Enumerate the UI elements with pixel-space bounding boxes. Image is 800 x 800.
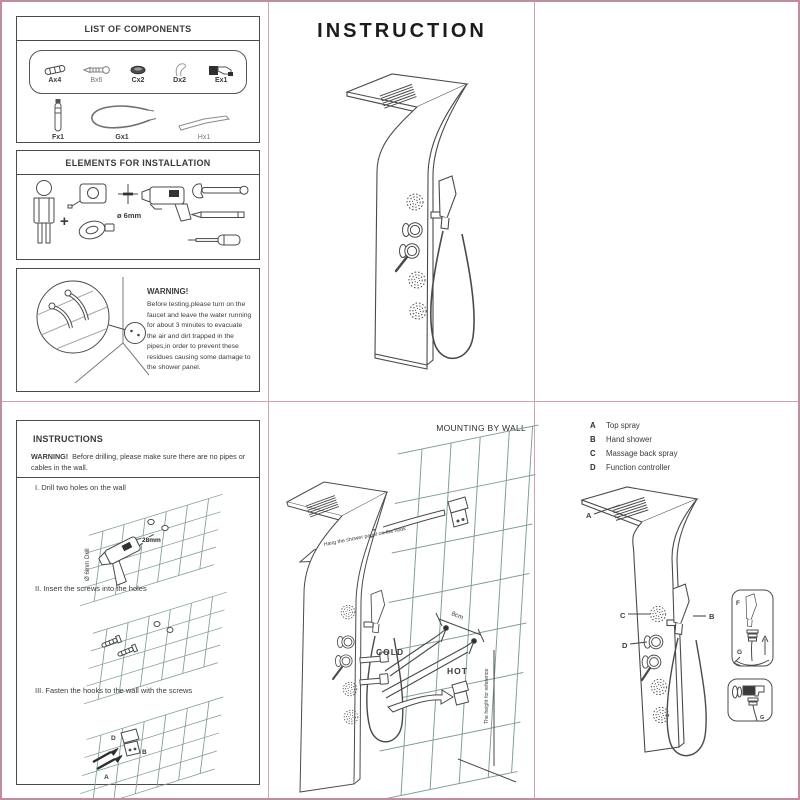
legend-key-c: C	[590, 449, 596, 458]
person-icon	[34, 181, 54, 244]
divider-horizontal	[2, 401, 798, 402]
component-h-label: Hx1	[197, 134, 211, 141]
component-d-label: Dx2	[173, 76, 186, 84]
height-note: The height for reference	[484, 668, 490, 724]
step1-label: I. Drill two holes on the wall	[35, 483, 126, 492]
components-row1	[29, 50, 247, 94]
legend-item-b	[590, 435, 678, 444]
plus-sign: +	[60, 213, 69, 230]
callout-a: A	[586, 511, 592, 520]
callout-b: B	[709, 612, 715, 621]
flat-wand-icon	[175, 110, 233, 136]
legend-label-c: Massage back spray	[606, 449, 678, 458]
legend-label-b: Hand shower	[606, 435, 652, 444]
component-h	[175, 110, 233, 141]
steps-warning	[31, 452, 249, 474]
seal-tape-icon	[77, 219, 106, 242]
legend-label-d: Function controller	[606, 463, 671, 472]
legend-label-a: Top spray	[606, 421, 640, 430]
drill-diameter-label: ø 6mm	[117, 211, 142, 220]
wall-hook-lower	[452, 681, 469, 705]
elements-box	[16, 150, 260, 260]
inset-g2-label: G	[760, 715, 765, 721]
hot-label: HOT	[447, 666, 468, 676]
inset-connector-box	[728, 679, 772, 721]
mounting-illustration	[272, 404, 534, 800]
arrow-a-label: A	[104, 774, 109, 781]
wall-hook-upper	[448, 497, 468, 527]
step2-illustration	[65, 597, 225, 685]
inset-f-label: F	[736, 600, 740, 607]
legend-key-b: B	[590, 435, 596, 444]
component-f	[47, 98, 69, 141]
hose-icon	[84, 98, 160, 136]
component-d	[160, 61, 200, 84]
divider-vertical-right	[534, 2, 535, 798]
divider-vertical-left	[268, 2, 269, 798]
legend-key-d: D	[590, 463, 596, 472]
legend-item-a	[590, 421, 678, 430]
component-e-label: Ex1	[214, 76, 228, 84]
seal-tape-nozzle	[105, 224, 114, 231]
spacing-label: 8cm	[450, 610, 465, 622]
legend-panel-illustration	[554, 470, 732, 792]
step2-label: II. Insert the screws into the holes	[35, 584, 147, 593]
hook-d-label: D	[111, 735, 116, 742]
component-c-label: Cx2	[131, 76, 145, 84]
steps-separator	[17, 477, 259, 478]
hang-note: Hang the shower panel on the hook	[323, 526, 407, 548]
hook-b-label: B	[142, 749, 147, 756]
screwdriver-icon	[188, 235, 240, 245]
step3-label: III. Fasten the hooks to the wall with the screws	[35, 686, 193, 695]
component-e	[201, 61, 241, 84]
warning-illustration	[23, 273, 147, 387]
page-title: INSTRUCTION	[317, 20, 487, 42]
component-g	[84, 98, 160, 141]
step1-illustration	[45, 495, 235, 593]
component-b	[76, 61, 116, 84]
component-a	[35, 61, 75, 84]
detail-circle	[125, 323, 146, 344]
callout-d: D	[622, 641, 628, 650]
warning-title: WARNING!	[147, 287, 189, 296]
tools-illustration	[22, 178, 254, 258]
inset-g-label: G	[737, 649, 743, 656]
tape-measure-icon	[68, 184, 106, 208]
component-g-label: Gx1	[115, 134, 129, 141]
wrench-icon	[193, 184, 248, 198]
warning-box	[16, 268, 260, 392]
elements-title: ELEMENTS FOR INSTALLATION	[17, 151, 259, 175]
hole-spacing-label: 28mm	[142, 537, 161, 544]
steps-warning-label: WARNING!	[31, 452, 69, 461]
fitting-insets	[724, 582, 798, 732]
components-box	[16, 16, 260, 143]
warning-body: Before testing,please turn on the faucet and leave the water running for about 3 minutes to evacuate the air and dirt trapped in the pipes,in order to prevent these residues causing some damage to the shower panel.	[147, 301, 252, 372]
components-row2	[17, 94, 259, 141]
step3-illustration	[49, 699, 224, 791]
steps-box	[16, 420, 260, 785]
legend-list	[590, 421, 678, 477]
steps-warning-text: Before drilling, please make sure there are no pipes or cables in the wall.	[31, 452, 246, 472]
cold-label: COLD	[376, 647, 405, 657]
legend-item-c	[590, 449, 678, 458]
anchor-tube-icon	[47, 98, 69, 136]
component-a-label: Ax4	[48, 76, 62, 84]
components-title: LIST OF COMPONENTS	[17, 17, 259, 41]
drill-size-label: Ø 6mm Drill	[84, 548, 91, 581]
component-f-label: Fx1	[51, 134, 65, 141]
drill-mark-icon	[118, 184, 138, 204]
legend-key-a: A	[590, 421, 596, 430]
callout-c: C	[620, 611, 626, 620]
drill-icon	[142, 187, 191, 221]
pencil-icon	[192, 212, 244, 218]
shower-panel-illustration	[320, 54, 515, 399]
component-b-label: Bx6	[90, 76, 103, 84]
steps-title: INSTRUCTIONS	[33, 434, 103, 444]
component-c	[118, 61, 158, 84]
mounting-title: MOUNTING BY WALL	[436, 423, 526, 433]
